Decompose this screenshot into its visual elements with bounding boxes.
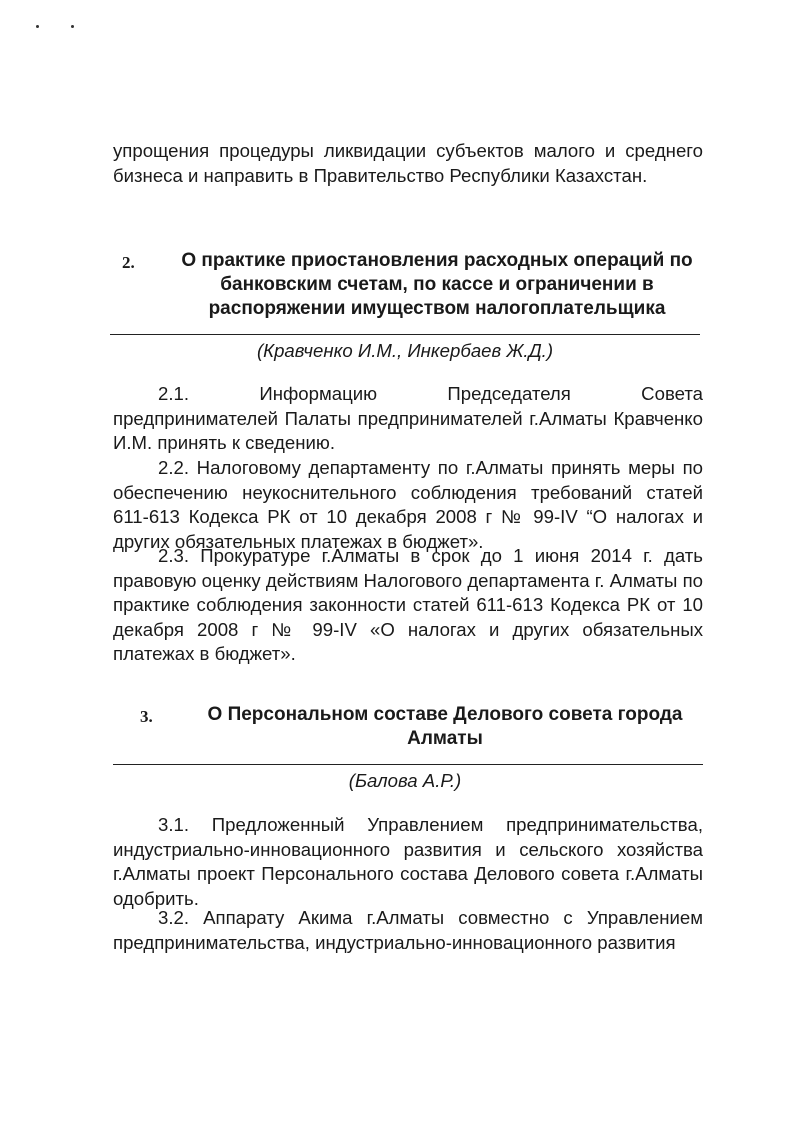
intro-paragraph: упрощения процедуры ликвидации субъектов малого и среднего бизнеса и направить в Правительство Республики Казахстан. bbox=[113, 140, 703, 186]
item-2-1 bbox=[113, 382, 703, 456]
section-3-rule bbox=[113, 764, 703, 765]
section-3-speakers: (Балова А.Р.) bbox=[348, 770, 462, 791]
section-2-title-line: распоряжении имуществом налогоплательщика bbox=[208, 298, 666, 319]
section-3-heading bbox=[140, 703, 710, 751]
section-3-title-line: Алматы bbox=[407, 728, 483, 749]
item-2-3: 2.3. Прокуратуре г.Алматы в срок до 1 июня 2014 г. дать правовую оценку действиям Налогового департамента г. Алматы по практике соблюдения законности статей 611-613 Кодекса РК от 10 декабря 2008 г № 99-IV «О налогах и других обязательных платежах в бюджет». bbox=[113, 545, 703, 665]
item-3-1: 3.1. Предложенный Управлением предпринимательства, индустриально-инновационного развития и сельского хозяйства г.Алматы проект Персонального состава Делового совета г.Алматы одобрить. bbox=[113, 814, 703, 909]
section-2-title-line: банковским счетам, по кассе и ограничении в bbox=[220, 274, 654, 295]
section-2-speakers: (Кравченко И.М., Инкербаев Ж.Д.) bbox=[256, 340, 554, 361]
section-2-title-line: О практике приостановления расходных операций по bbox=[181, 250, 693, 271]
section-2-number: 2. bbox=[122, 253, 135, 272]
section-2-heading bbox=[122, 249, 712, 321]
item-2-1-rest: предпринимателей Палаты предпринимателей г.Алматы Кравченко И.М. принять к сведению. bbox=[113, 407, 703, 454]
scan-speck bbox=[71, 25, 74, 28]
item-2-1-first-line: 2.1. Информацию Председателя Совета bbox=[158, 383, 703, 404]
item-3-2: 3.2. Аппарату Акима г.Алматы совместно с Управлением предпринимательства, индустриально-инновационного развития bbox=[113, 907, 703, 953]
section-2-rule bbox=[110, 334, 700, 335]
scan-speck bbox=[36, 25, 39, 28]
section-3-number: 3. bbox=[140, 707, 153, 726]
section-3-title-line: О Персональном составе Делового совета города bbox=[207, 704, 683, 725]
item-2-2: 2.2. Налоговому департаменту по г.Алматы принять меры по обеспечению неукоснительного соблюдения требований статей 611-613 Кодекса РК от 10 декабря 2008 г № 99-IV “О налогах и других обязательных платежах в бюджет». bbox=[113, 457, 703, 552]
